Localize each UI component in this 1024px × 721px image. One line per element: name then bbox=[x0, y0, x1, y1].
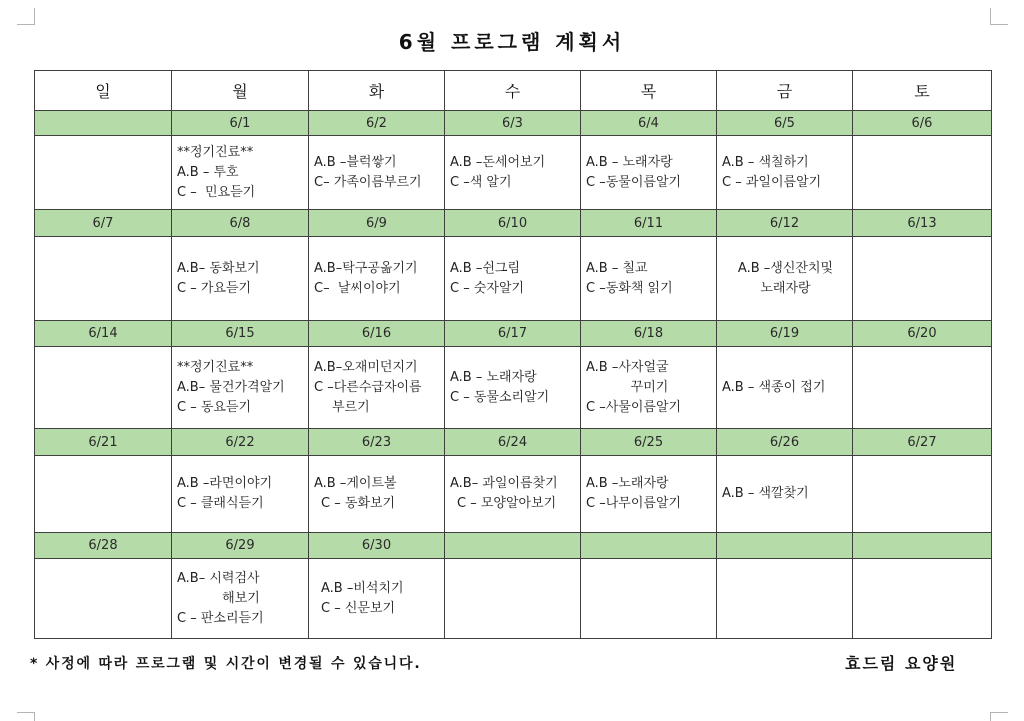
date-label: 6/15 bbox=[225, 326, 255, 341]
program-cell-tue[interactable] bbox=[309, 136, 445, 210]
date-label: 6/1 bbox=[229, 115, 251, 131]
program-row bbox=[35, 237, 992, 321]
program-line: A.B –사자얼굴 bbox=[586, 359, 669, 375]
program-line: C – 판소리듣기 bbox=[177, 610, 264, 626]
program-line: A.B – 색깔찾기 bbox=[722, 486, 809, 501]
program-cell-sun[interactable] bbox=[35, 559, 172, 639]
date-cell-tue[interactable] bbox=[309, 429, 445, 456]
program-line: C –나무이름알기 bbox=[586, 496, 682, 511]
weekday-label: 화 bbox=[368, 82, 385, 101]
program-cell-sat[interactable] bbox=[853, 136, 992, 210]
date-label: 6/2 bbox=[366, 115, 387, 131]
program-line: C –동화책 읽기 bbox=[586, 280, 673, 296]
program-cell-fri[interactable] bbox=[717, 237, 853, 321]
date-label: 6/3 bbox=[502, 115, 523, 131]
program-line: C – 모양알아보기 bbox=[457, 496, 557, 511]
date-row bbox=[35, 533, 992, 559]
date-label: 6/29 bbox=[225, 538, 255, 553]
program-line: C – 신문보기 bbox=[321, 600, 396, 616]
date-label: 6/10 bbox=[497, 215, 528, 231]
weekday-header-thu[interactable] bbox=[581, 71, 717, 111]
date-cell-fri[interactable] bbox=[717, 321, 853, 347]
program-line: C – 민요듣기 bbox=[177, 184, 256, 200]
program-cell-tue[interactable] bbox=[309, 237, 445, 321]
date-cell-sun[interactable] bbox=[35, 321, 172, 347]
program-line: A.B –블럭쌓기 bbox=[314, 154, 397, 170]
date-label: 6/28 bbox=[88, 538, 118, 553]
program-line: A.B –비석치기 bbox=[321, 580, 404, 596]
program-line: A.B – 노래자랑 bbox=[450, 369, 537, 385]
program-cell-mon[interactable] bbox=[172, 347, 309, 429]
date-label: 6/11 bbox=[633, 215, 664, 231]
date-cell-thu[interactable] bbox=[581, 533, 717, 559]
program-cell-fri[interactable] bbox=[717, 456, 853, 533]
date-cell-fri[interactable] bbox=[717, 210, 853, 237]
calendar-body bbox=[35, 71, 992, 639]
date-cell-wed[interactable] bbox=[445, 111, 581, 136]
page-corner-mark-top-right bbox=[990, 8, 1008, 25]
program-cell-sun[interactable] bbox=[35, 136, 172, 210]
date-cell-wed[interactable] bbox=[445, 533, 581, 559]
date-cell-mon[interactable] bbox=[172, 321, 309, 347]
date-cell-fri[interactable] bbox=[717, 533, 853, 559]
date-cell-thu[interactable] bbox=[581, 111, 717, 136]
program-cell-sun[interactable] bbox=[35, 347, 172, 429]
program-cell-thu[interactable] bbox=[581, 136, 717, 210]
weekday-label: 수 bbox=[504, 82, 521, 101]
weekday-label: 토 bbox=[914, 82, 930, 101]
program-line: A.B –노래자랑 bbox=[586, 476, 669, 491]
program-cell-sat[interactable] bbox=[853, 559, 992, 639]
date-cell-sat[interactable] bbox=[853, 429, 992, 456]
date-cell-tue[interactable] bbox=[309, 111, 445, 136]
program-line: C – 동요듣기 bbox=[177, 399, 252, 415]
program-line: A.B–오재미던지기 bbox=[314, 359, 418, 375]
program-cell-mon[interactable] bbox=[172, 559, 309, 639]
program-row bbox=[35, 456, 992, 533]
program-line: C –다른수급자이름 bbox=[314, 379, 422, 395]
date-cell-tue[interactable] bbox=[309, 321, 445, 347]
program-line: C –동물이름알기 bbox=[586, 174, 682, 190]
date-cell-fri[interactable] bbox=[717, 429, 853, 456]
program-line: A.B– 시력검사 bbox=[177, 570, 260, 586]
weekday-header-fri[interactable] bbox=[717, 71, 853, 111]
program-line: 노래자랑 bbox=[760, 280, 811, 296]
page-corner-mark-bottom-right bbox=[990, 712, 1008, 721]
program-line: A.B –생신잔치및 bbox=[737, 260, 834, 276]
program-cell-fri[interactable] bbox=[717, 559, 853, 639]
program-line: A.B –돈세어보기 bbox=[450, 154, 546, 170]
date-label: 6/5 bbox=[774, 115, 795, 131]
program-line: C– 가족이름부르기 bbox=[314, 174, 422, 190]
date-label: 6/16 bbox=[361, 326, 392, 341]
program-cell-thu[interactable] bbox=[581, 237, 717, 321]
date-cell-wed[interactable] bbox=[445, 321, 581, 347]
date-label: 6/13 bbox=[907, 215, 937, 231]
date-row bbox=[35, 210, 992, 237]
program-line: C – 동물소리알기 bbox=[450, 389, 550, 405]
program-line: 부르기 bbox=[332, 399, 370, 415]
date-cell-fri[interactable] bbox=[717, 111, 853, 136]
date-cell-thu[interactable] bbox=[581, 429, 717, 456]
program-cell-sun[interactable] bbox=[35, 456, 172, 533]
program-cell-sat[interactable] bbox=[853, 347, 992, 429]
date-row bbox=[35, 321, 992, 347]
program-row bbox=[35, 559, 992, 639]
weekday-header-wed[interactable] bbox=[445, 71, 581, 111]
date-cell-wed[interactable] bbox=[445, 210, 581, 237]
date-label: 6/27 bbox=[907, 434, 937, 450]
program-line: C – 동화보기 bbox=[321, 496, 396, 511]
program-line: C – 과일이름알기 bbox=[722, 174, 822, 190]
date-cell-thu[interactable] bbox=[581, 321, 717, 347]
program-line: **정기진료** bbox=[177, 144, 254, 160]
program-line: A.B –쉰그림 bbox=[450, 260, 521, 276]
program-cell-wed[interactable] bbox=[445, 559, 581, 639]
date-cell-sat[interactable] bbox=[853, 321, 992, 347]
date-label: 6/30 bbox=[361, 538, 392, 553]
date-label: 6/23 bbox=[361, 434, 392, 450]
weekday-header-row bbox=[35, 71, 992, 111]
weekday-label: 일 bbox=[95, 82, 111, 101]
date-cell-mon[interactable] bbox=[172, 429, 309, 456]
date-label: 6/22 bbox=[225, 434, 255, 450]
weekday-label: 금 bbox=[776, 82, 793, 101]
program-calendar-table bbox=[34, 70, 992, 639]
program-line: C –사물이름알기 bbox=[586, 399, 682, 415]
date-cell-mon[interactable] bbox=[172, 111, 309, 136]
date-cell-sun[interactable] bbox=[35, 210, 172, 237]
program-cell-thu[interactable] bbox=[581, 456, 717, 533]
date-cell-mon[interactable] bbox=[172, 533, 309, 559]
date-cell-tue[interactable] bbox=[309, 533, 445, 559]
program-cell-tue[interactable] bbox=[309, 347, 445, 429]
date-label: 6/25 bbox=[633, 434, 664, 450]
program-line: A.B– 과일이름찾기 bbox=[450, 476, 558, 491]
document-title[interactable]: 6월 프로그램 계획서 bbox=[398, 30, 626, 54]
date-cell-mon[interactable] bbox=[172, 210, 309, 237]
program-cell-tue[interactable] bbox=[309, 559, 445, 639]
program-line: A.B – 노래자랑 bbox=[586, 154, 673, 170]
date-cell-sat[interactable] bbox=[853, 533, 992, 559]
date-cell-thu[interactable] bbox=[581, 210, 717, 237]
program-line: **정기진료** bbox=[177, 359, 254, 375]
program-line: C – 클래식듣기 bbox=[177, 496, 264, 511]
date-label: 6/8 bbox=[229, 215, 251, 231]
program-line: C – 숫자알기 bbox=[450, 280, 525, 296]
date-cell-sun[interactable] bbox=[35, 429, 172, 456]
date-label: 6/7 bbox=[92, 215, 114, 231]
date-label: 6/21 bbox=[88, 434, 118, 450]
program-line: A.B –라면이야기 bbox=[177, 476, 273, 491]
program-line: A.B– 물건가격알기 bbox=[177, 379, 285, 395]
facility-name[interactable]: 효드림 요양원 bbox=[845, 654, 958, 673]
program-cell-sat[interactable] bbox=[853, 237, 992, 321]
page-corner-mark-bottom-left bbox=[17, 712, 35, 721]
program-line: A.B–탁구공옮기기 bbox=[314, 260, 418, 276]
program-row bbox=[35, 136, 992, 210]
weekday-header-sun[interactable] bbox=[35, 71, 172, 111]
weekday-header-mon[interactable] bbox=[172, 71, 309, 111]
program-row bbox=[35, 347, 992, 429]
date-cell-sun[interactable] bbox=[35, 533, 172, 559]
date-cell-tue[interactable] bbox=[309, 210, 445, 237]
weekday-label: 목 bbox=[640, 82, 657, 101]
program-cell-fri[interactable] bbox=[717, 347, 853, 429]
program-cell-thu[interactable] bbox=[581, 347, 717, 429]
program-line: C– 날씨이야기 bbox=[314, 280, 401, 296]
date-row bbox=[35, 111, 992, 136]
date-label: 6/12 bbox=[769, 215, 800, 231]
date-label: 6/19 bbox=[769, 326, 800, 341]
program-line: A.B– 동화보기 bbox=[177, 260, 260, 276]
program-cell-mon[interactable] bbox=[172, 456, 309, 533]
date-label: 6/9 bbox=[366, 215, 387, 231]
program-cell-wed[interactable] bbox=[445, 456, 581, 533]
date-label: 6/4 bbox=[638, 115, 659, 131]
program-line: A.B – 색칠하기 bbox=[722, 154, 809, 170]
page-corner-mark-top-left bbox=[17, 8, 35, 25]
program-cell-sat[interactable] bbox=[853, 456, 992, 533]
date-label: 6/17 bbox=[497, 326, 528, 341]
date-row bbox=[35, 429, 992, 456]
program-line: A.B – 투호 bbox=[177, 164, 239, 180]
date-label: 6/18 bbox=[633, 326, 664, 341]
program-cell-sun[interactable] bbox=[35, 237, 172, 321]
program-cell-wed[interactable] bbox=[445, 347, 581, 429]
date-cell-sat[interactable] bbox=[853, 111, 992, 136]
date-cell-wed[interactable] bbox=[445, 429, 581, 456]
program-line: C – 가요듣기 bbox=[177, 280, 252, 296]
date-label: 6/26 bbox=[769, 434, 800, 450]
program-cell-mon[interactable] bbox=[172, 237, 309, 321]
schedule-change-notice[interactable]: * 사정에 따라 프로그램 및 시간이 변경될 수 있습니다. bbox=[30, 656, 422, 672]
weekday-header-tue[interactable] bbox=[309, 71, 445, 111]
program-cell-wed[interactable] bbox=[445, 136, 581, 210]
program-cell-tue[interactable] bbox=[309, 456, 445, 533]
date-label: 6/6 bbox=[911, 115, 933, 131]
program-line: 꾸미기 bbox=[630, 379, 669, 395]
program-cell-mon[interactable] bbox=[172, 136, 309, 210]
program-line: A.B –게이트볼 bbox=[314, 476, 397, 491]
date-label: 6/24 bbox=[497, 434, 528, 450]
program-line: 해보기 bbox=[222, 590, 260, 606]
date-cell-sun[interactable] bbox=[35, 111, 172, 136]
program-line: A.B – 색종이 접기 bbox=[722, 379, 826, 395]
date-label: 6/20 bbox=[907, 326, 937, 341]
date-cell-sat[interactable] bbox=[853, 210, 992, 237]
program-cell-wed[interactable] bbox=[445, 237, 581, 321]
program-line: C –색 알기 bbox=[450, 174, 512, 190]
program-line: A.B – 칠교 bbox=[586, 260, 648, 276]
weekday-label: 월 bbox=[232, 82, 248, 101]
weekday-header-sat[interactable] bbox=[853, 71, 992, 111]
program-cell-thu[interactable] bbox=[581, 559, 717, 639]
program-cell-fri[interactable] bbox=[717, 136, 853, 210]
date-label: 6/14 bbox=[88, 326, 118, 341]
